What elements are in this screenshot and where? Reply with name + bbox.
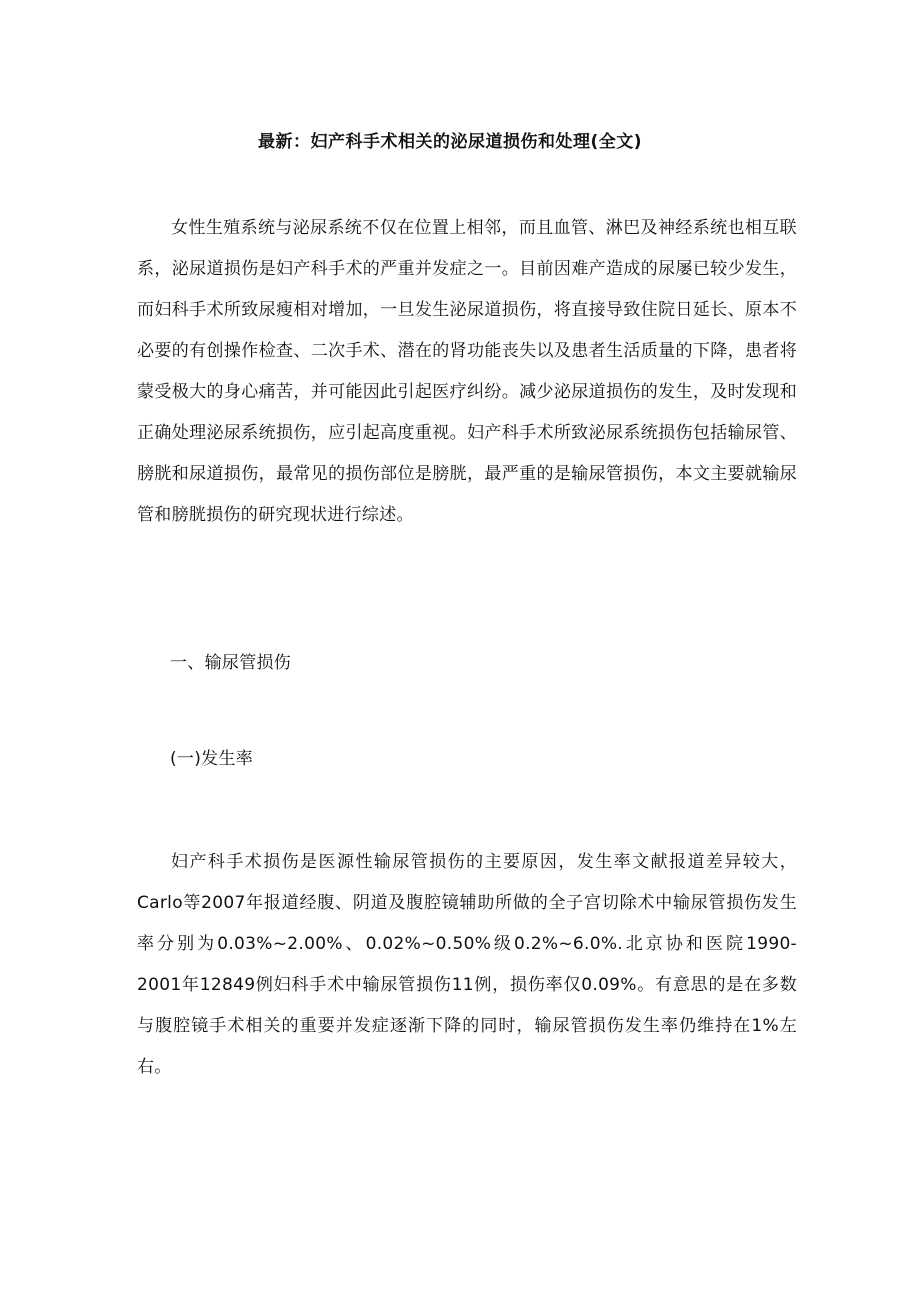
- incidence-paragraph: 妇产科手术损伤是医源性输尿管损伤的主要原因，发生率文献报道差异较大，Carlo等2007年报道经腹、阴道及腹腔镜辅助所做的全子宫切除术中输尿管损伤发生率分别为0.03%~2.00%、0.02%~0.50%级0.2%~6.0%.北京协和医院1990-2001年12849例妇科手术中输尿管损伤11例，损伤率仅0.09%。有意思的是在多数与腹腔镜手术相关的重要并发症逐渐下降的同时，输尿管损伤发生率仍维持在1%左右。: [137, 852, 797, 1077]
- subsection-heading: (一)发生率: [170, 749, 254, 769]
- intro-paragraph: 女性生殖系统与泌尿系统不仅在位置上相邻，而且血管、淋巴及神经系统也相互联系，泌尿道损伤是妇产科手术的严重并发症之一。目前因难产造成的尿屡已较少发生，而妇科手术所致尿瘦相对增加，一旦发生泌尿道损伤，将直接导致住院日延长、原本不必要的有创操作检查、二次手术、潜在的肾功能丧失以及患者生活质量的下降，患者将蒙受极大的身心痛苦，并可能因此引起医疗纠纷。减少泌尿道损伤的发生，及时发现和正确处理泌尿系统损伤，应引起高度重视。妇产科手术所致泌尿系统损伤包括输尿管、膀胱和尿道损伤，最常见的损伤部位是膀胱，最严重的是输尿管损伤，本文主要就输尿管和膀胱损伤的研究现状进行综述。: [137, 218, 797, 525]
- section-heading: 一、输尿管损伤: [170, 653, 292, 673]
- document-title: 最新：妇产科手术相关的泌尿道损伤和处理(全文): [257, 132, 643, 152]
